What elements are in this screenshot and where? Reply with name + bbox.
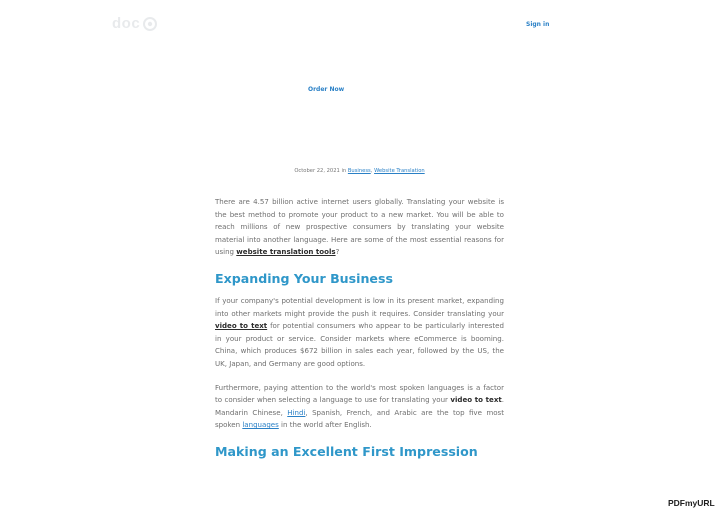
meta-separator: ,	[370, 168, 375, 174]
heading-expanding-business: Expanding Your Business	[215, 270, 393, 286]
article-body	[215, 196, 504, 468]
meta-in: in	[339, 168, 348, 174]
order-now-button[interactable]: Order Now	[308, 86, 345, 93]
paragraph-intro-text: There are 4.57 billion active internet users globally. Translating your website is the best method to promote your product to a new market. You will be able to reach millions of new prospective consumers by translating your website material into another language. Here are some of the most essential reasons for using	[215, 197, 504, 257]
paragraph-intro	[215, 196, 504, 259]
video-to-text-link[interactable]: video to text	[215, 321, 268, 331]
post-meta	[0, 168, 719, 174]
post-date: October 22, 2021	[294, 168, 340, 174]
paragraph-languages-text-d: in the world after English.	[278, 420, 372, 430]
paragraph-expanding-text-b: for potential consumers who appear to be particularly interested in your product or service. Consider markets where eCommerce is booming. China, which produces $672 billion in sales each year, followed by the US, the UK, Japan, and Germany are good options.	[215, 321, 504, 368]
hindi-link[interactable]: Hindi	[287, 407, 306, 417]
category-website-translation-link[interactable]: Website Translation	[374, 168, 425, 174]
sign-in-link[interactable]: Sign in	[526, 21, 550, 28]
paragraph-languages-text-b: . Mandarin Chinese,	[215, 395, 504, 417]
paragraph-languages-text-a: Furthermore, paying attention to the world's most spoken languages is a factor to consider when selecting a language to use for translating your	[215, 382, 504, 405]
site-logo[interactable]	[112, 15, 157, 32]
heading-first-impression: Making an Excellent First Impression	[215, 443, 478, 459]
logo-wordmark: doc	[112, 15, 141, 32]
paragraph-expanding-text-a: If your company's potential development is low in its present market, expanding into other markets might provide the push it requires. Consider translating your	[215, 295, 504, 318]
website-translation-tools-link[interactable]: website translation tools	[236, 247, 336, 257]
paragraph-intro-end: ?	[335, 247, 340, 257]
keyword-video-to-text: video to text	[450, 395, 502, 405]
paragraph-expanding	[215, 295, 504, 371]
category-business-link[interactable]: Business	[347, 168, 371, 174]
logo-mark-icon	[143, 17, 157, 31]
languages-link[interactable]: languages	[242, 420, 279, 430]
paragraph-languages	[215, 382, 504, 432]
pdfmyurl-badge[interactable]: PDFmyURL	[668, 498, 715, 508]
paragraph-languages-text-c: , Spanish, French, and Arabic are the top five most spoken	[215, 407, 504, 430]
